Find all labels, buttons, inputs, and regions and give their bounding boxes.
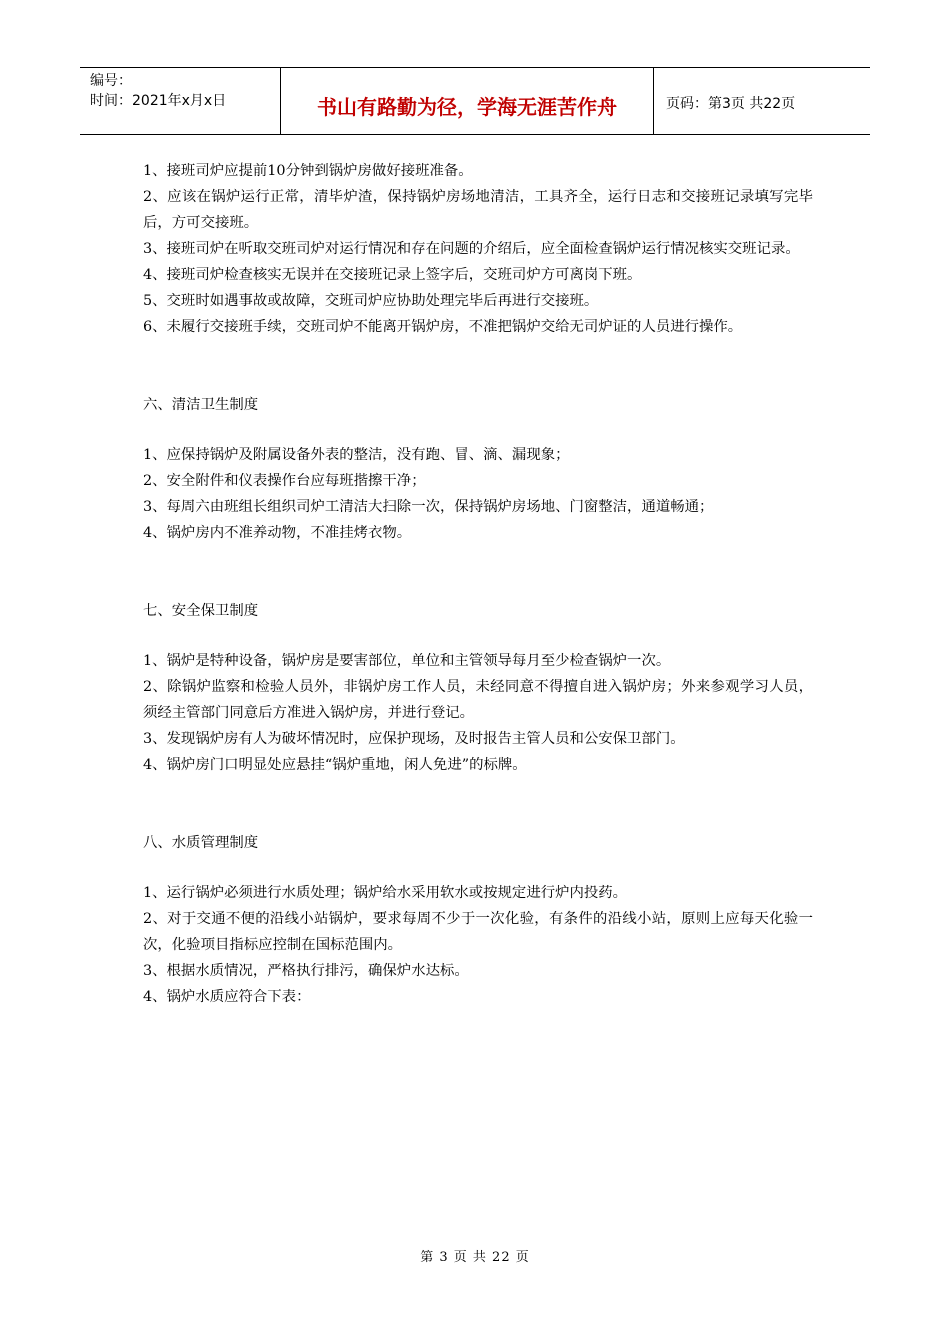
section-water-quality bbox=[143, 830, 813, 1010]
list-item: 3、每周六由班组长组织司炉工清洁大扫除一次，保持锅炉房场地、门窗整洁，通道畅通； bbox=[143, 499, 714, 515]
list-item: 6、未履行交接班手续，交班司炉不能离开锅炉房，不准把锅炉交给无司炉证的人员进行操作。 bbox=[143, 319, 743, 335]
time-label: 时间：2021年x月x日 bbox=[90, 93, 227, 109]
list-item: 5、交班时如遇事故或故障，交班司炉应协助处理完毕后再进行交接班。 bbox=[143, 293, 599, 309]
list-item: 3、根据水质情况，严格执行排污，确保炉水达标。 bbox=[143, 963, 469, 979]
list-item: 2、对于交通不便的沿线小站锅炉，要求每周不少于一次化验，有条件的沿线小站，原则上应每天化验一次，化验项目指标应控制在国标范围内。 bbox=[143, 911, 813, 953]
document-body bbox=[143, 158, 813, 1010]
list-item: 2、除锅炉监察和检验人员外，非锅炉房工作人员，未经同意不得擅自进入锅炉房；外来参观学习人员，须经主管部门同意后方准进入锅炉房，并进行登记。 bbox=[143, 679, 813, 721]
section-heading: 八、水质管理制度 bbox=[143, 835, 259, 851]
number-label: 编号： bbox=[90, 73, 132, 89]
page-footer: 第 3 页 共 22 页 bbox=[420, 1250, 530, 1265]
section-security bbox=[143, 598, 813, 778]
list-item: 4、锅炉水质应符合下表： bbox=[143, 989, 311, 1005]
header-page-info: 页码：第3页 共22页 bbox=[666, 96, 796, 112]
list-item: 1、接班司炉应提前10分钟到锅炉房做好接班准备。 bbox=[143, 163, 473, 179]
list-item: 3、接班司炉在听取交班司炉对运行情况和存在问题的介绍后，应全面检查锅炉运行情况核实交班记录。 bbox=[143, 241, 800, 257]
section-handover bbox=[143, 158, 813, 340]
page-header bbox=[80, 67, 870, 135]
list-item: 3、发现锅炉房有人为破坏情况时，应保护现场，及时报告主管人员和公安保卫部门。 bbox=[143, 731, 685, 747]
list-item: 1、运行锅炉必须进行水质处理；锅炉给水采用软水或按规定进行炉内投药。 bbox=[143, 885, 628, 901]
list-item: 4、接班司炉检查核实无误并在交接班记录上签字后，交班司炉方可离岗下班。 bbox=[143, 267, 642, 283]
list-item: 2、应该在锅炉运行正常，清毕炉渣，保持锅炉房场地清洁，工具齐全，运行日志和交接班记录填写完毕后，方可交接班。 bbox=[143, 189, 813, 231]
section-heading: 七、安全保卫制度 bbox=[143, 603, 259, 619]
header-meta bbox=[80, 68, 281, 134]
list-item: 2、安全附件和仪表操作台应每班揩擦干净； bbox=[143, 473, 426, 489]
section-heading: 六、清洁卫生制度 bbox=[143, 397, 259, 413]
list-item: 1、应保持锅炉及附属设备外表的整洁，没有跑、冒、滴、漏现象； bbox=[143, 447, 570, 463]
header-motto: 书山有路勤为径，学海无涯苦作舟 bbox=[281, 68, 654, 134]
section-cleaning bbox=[143, 392, 813, 546]
list-item: 4、锅炉房门口明显处应悬挂“锅炉重地，闲人免进”的标牌。 bbox=[143, 757, 527, 773]
list-item: 1、锅炉是特种设备，锅炉房是要害部位，单位和主管领导每月至少检查锅炉一次。 bbox=[143, 653, 671, 669]
list-item: 4、锅炉房内不准养动物，不准挂烤衣物。 bbox=[143, 525, 412, 541]
